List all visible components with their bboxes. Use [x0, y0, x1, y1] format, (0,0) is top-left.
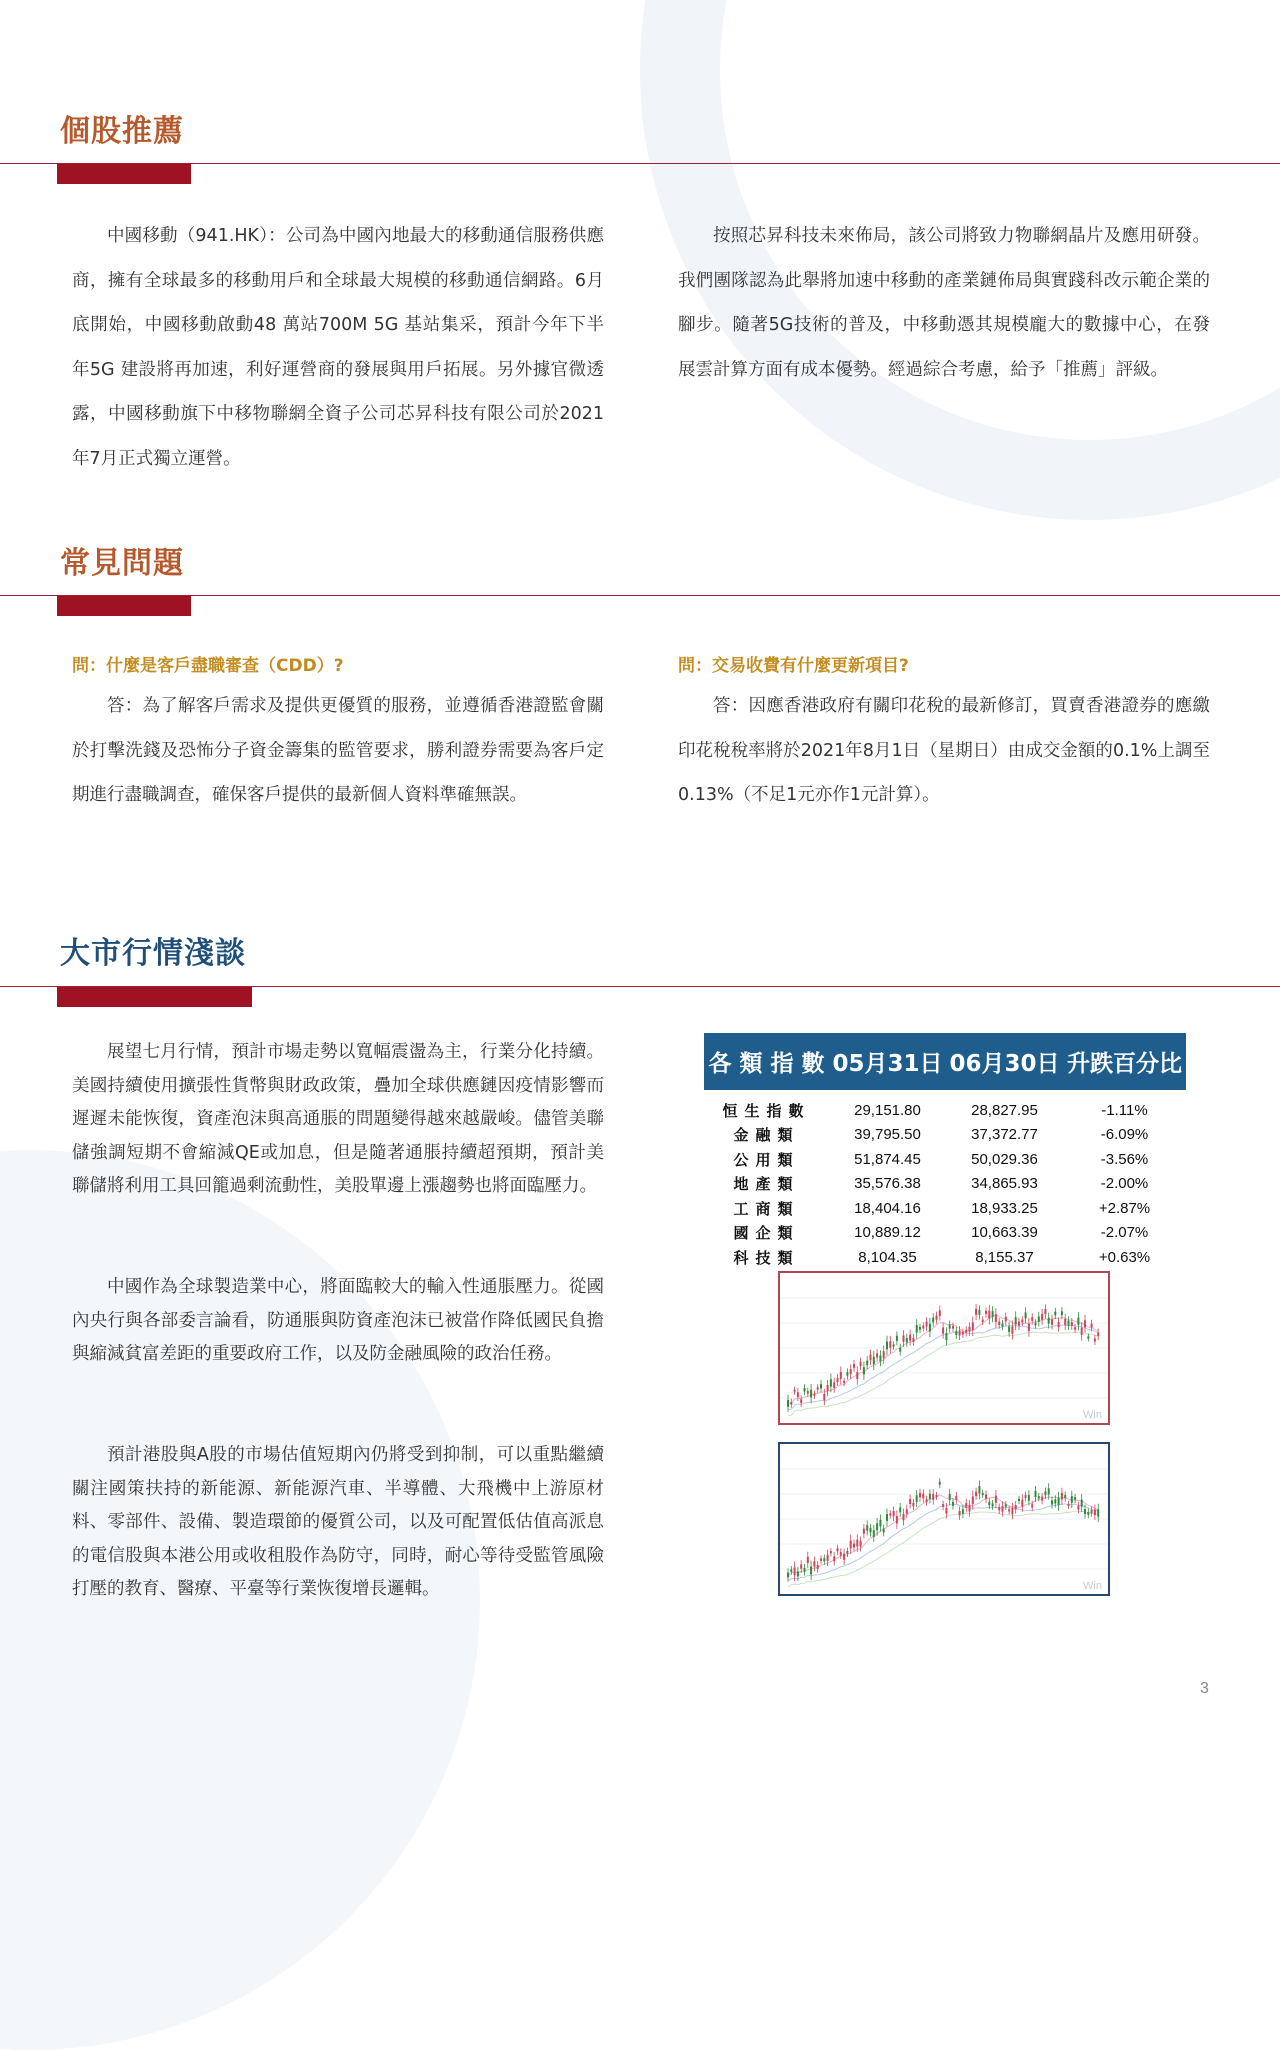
candle-body	[823, 1394, 825, 1400]
section-accent-bar	[57, 596, 191, 616]
row-change: -2.00%	[1100, 1175, 1149, 1193]
candle-body	[995, 1496, 997, 1503]
candle-body	[972, 1496, 974, 1503]
candle-body	[856, 1540, 858, 1547]
faq-question-fees: 問：交易收費有什麼更新項目?	[678, 656, 909, 676]
market-chart-2	[778, 1442, 1110, 1596]
section-accent-bar	[57, 164, 191, 184]
table-row	[704, 1147, 1186, 1172]
candle-body	[985, 1495, 987, 1499]
row-name: 科技類	[733, 1249, 800, 1267]
candle-body	[1008, 1509, 1010, 1511]
candle-body	[949, 1494, 951, 1500]
candle-body	[1002, 1323, 1004, 1326]
candle-body	[797, 1392, 799, 1397]
candlestick-chart-2	[780, 1444, 1108, 1594]
candle-body	[1038, 1496, 1040, 1498]
candle-body	[863, 1367, 865, 1374]
candle-body	[807, 1557, 809, 1563]
candle-body	[942, 1504, 944, 1507]
candle-body	[919, 1327, 921, 1330]
candle-body	[879, 1520, 881, 1527]
candle-body	[846, 1372, 848, 1376]
candle-body	[860, 1362, 862, 1366]
section-title-market: 大市行情淺談	[60, 936, 246, 971]
candle-body	[1074, 1497, 1076, 1500]
candle-body	[896, 1336, 898, 1341]
candle-body	[1077, 1318, 1079, 1325]
candle-body	[876, 1353, 878, 1357]
candle-body	[975, 1309, 977, 1315]
faq-question-cdd: 問：什麼是客戶盡職審查（CDD）?	[72, 656, 344, 676]
header-may-31: 05月31日	[829, 1033, 946, 1090]
candle-body	[893, 1511, 895, 1516]
candle-body	[899, 1507, 901, 1512]
candle-body	[919, 1493, 921, 1497]
stock-right-paragraph: 按照芯昇科技未來佈局，該公司將致力物聯網晶片及應用研發。我們團隊認為此舉將加速中移動的產業鏈佈局與實踐科改示範企業的腳步。隨著5G技術的普及，中移動憑其規模龐大的數據中心，在發展雲計算方面有成本優勢。經過綜合考慮，給予「推薦」評級。	[678, 226, 1210, 380]
candle-body	[813, 1393, 815, 1395]
candle-body	[1091, 1510, 1093, 1513]
table-row	[704, 1123, 1186, 1148]
row-may: 35,576.38	[854, 1175, 921, 1193]
candle-body	[1021, 1320, 1023, 1323]
candle-body	[1064, 1319, 1066, 1325]
header-change-pct: 升跌百分比	[1063, 1033, 1186, 1090]
market-paragraph-1: 展望七月行情，預計市場走勢以寬幅震盪為主，行業分化持續。美國持續使用擴張性貨幣與財政政策，疊加全球供應鏈因疫情影響而遲遲未能恢復，資產泡沫與高通脹的問題變得越來越嚴峻。儘管美聯儲強調短期不會縮減QE或加息，但是隨著通脹持續超預期，預計美聯儲將利用工具回籠過剩流動性，美股單邊上漲趨勢也將面臨壓力。	[72, 1042, 604, 1197]
candle-body	[863, 1529, 865, 1534]
candle-body	[962, 1332, 964, 1335]
candle-body	[1054, 1312, 1056, 1316]
candle-body	[873, 1530, 875, 1537]
candle-body	[906, 1338, 908, 1342]
section-divider	[0, 595, 1280, 596]
candle-body	[1058, 1498, 1060, 1505]
candle-body	[998, 1322, 1000, 1325]
candle-body	[1081, 1500, 1083, 1507]
candle-body	[916, 1325, 918, 1333]
market-chart-1	[778, 1271, 1110, 1425]
candle-body	[945, 1508, 947, 1514]
candle-body	[889, 1341, 891, 1348]
candle-body	[936, 1495, 938, 1497]
row-change: -6.09%	[1100, 1126, 1149, 1144]
candle-body	[1094, 1338, 1096, 1341]
candle-body	[903, 1335, 905, 1341]
candle-body	[1061, 1311, 1063, 1315]
candle-body	[932, 1318, 934, 1323]
candle-body	[952, 1326, 954, 1329]
candle-body	[843, 1554, 845, 1560]
candle-body	[909, 1335, 911, 1341]
candle-body	[866, 1525, 868, 1531]
candle-body	[837, 1378, 839, 1382]
table-row	[704, 1245, 1186, 1270]
candle-body	[985, 1311, 987, 1314]
candle-body	[1071, 1496, 1073, 1503]
candle-body	[853, 1364, 855, 1368]
candle-body	[817, 1387, 819, 1389]
candle-body	[830, 1551, 832, 1553]
candle-body	[932, 1494, 934, 1500]
candle-body	[1081, 1328, 1083, 1335]
candle-body	[807, 1391, 809, 1394]
row-jun: 37,372.77	[971, 1126, 1038, 1144]
candle-body	[998, 1507, 1000, 1510]
row-change: +0.63%	[1098, 1248, 1151, 1266]
row-jun: 34,865.93	[971, 1175, 1038, 1193]
candle-body	[912, 1338, 914, 1342]
candle-body	[870, 1528, 872, 1532]
candle-body	[1071, 1322, 1073, 1326]
index-table	[704, 1033, 1186, 1270]
candle-body	[1031, 1504, 1033, 1507]
candle-body	[840, 1552, 842, 1555]
candle-body	[833, 1382, 835, 1388]
candle-body	[827, 1555, 829, 1561]
candle-body	[988, 1502, 990, 1506]
candle-body	[1087, 1512, 1089, 1515]
candle-body	[817, 1565, 819, 1569]
candle-body	[1025, 1312, 1027, 1318]
candle-body	[889, 1513, 891, 1515]
candle-body	[978, 1310, 980, 1315]
candle-body	[1011, 1326, 1013, 1333]
candle-body	[1061, 1493, 1063, 1499]
candle-body	[1048, 1318, 1050, 1324]
candle-body	[1058, 1322, 1060, 1327]
candle-body	[810, 1566, 812, 1574]
candle-body	[896, 1516, 898, 1524]
header-index-name: 各 類 指 數	[704, 1033, 829, 1090]
candle-body	[1028, 1324, 1030, 1331]
row-name: 金融類	[733, 1127, 800, 1145]
row-may: 10,889.12	[854, 1224, 921, 1242]
index-table-header-row	[704, 1033, 1186, 1090]
candle-body	[926, 1322, 928, 1327]
candle-body	[1035, 1323, 1037, 1326]
candle-body	[995, 1314, 997, 1322]
candle-body	[992, 1311, 994, 1317]
candle-body	[1068, 1504, 1070, 1506]
table-row	[704, 1221, 1186, 1246]
candle-body	[955, 1496, 957, 1500]
row-jun: 18,933.25	[971, 1199, 1038, 1217]
candle-body	[886, 1342, 888, 1350]
market-paragraph-2: 中國作為全球製造業中心，將面臨較大的輸入性通脹壓力。從國內央行與各部委言論看，防通脹與防資產泡沫已被當作降低國民負擔與縮減貧富差距的重要政府工作，以及防金融風險的政治任務。	[72, 1277, 604, 1365]
candle-body	[1041, 1314, 1043, 1320]
market-paragraph-3: 預計港股與A股的市場估值短期內仍將受到抑制，可以重點繼續關注國策扶持的新能源、新能源汽車、半導體、大飛機中上游原材料、零部件、設備、製造環節的優質公司，以及可配置低估值高派息的電信股與本港公用或收租股作為防守，同時，耐心等待受監管風險打壓的教育、醫療、平臺等行業恢復增長邏輯。	[72, 1445, 604, 1600]
candle-body	[903, 1514, 905, 1520]
candle-body	[827, 1385, 829, 1391]
candle-body	[988, 1311, 990, 1319]
candle-body	[790, 1402, 792, 1405]
candle-body	[939, 1482, 941, 1485]
moving-average-line	[788, 1332, 1098, 1415]
row-change: +2.87%	[1098, 1199, 1151, 1217]
chart-watermark: Win	[1083, 1580, 1102, 1592]
row-name: 公用類	[733, 1151, 800, 1169]
row-name: 地產類	[733, 1176, 800, 1194]
table-row	[704, 1098, 1186, 1123]
candle-body	[1002, 1506, 1004, 1512]
candle-body	[945, 1333, 947, 1340]
candle-body	[959, 1330, 961, 1335]
candle-body	[1031, 1317, 1033, 1321]
candle-body	[1094, 1509, 1096, 1515]
candle-body	[1044, 1491, 1046, 1495]
candle-body	[1038, 1316, 1040, 1321]
row-jun: 28,827.95	[971, 1101, 1038, 1119]
candle-body	[955, 1331, 957, 1335]
candle-body	[942, 1328, 944, 1334]
candle-body	[1048, 1488, 1050, 1494]
candle-body	[840, 1372, 842, 1379]
moving-average-line	[788, 1511, 1098, 1587]
candle-body	[1011, 1508, 1013, 1514]
candle-body	[833, 1557, 835, 1562]
candle-body	[975, 1492, 977, 1496]
section-title-stock-pick: 個股推薦	[60, 114, 184, 149]
candle-body	[982, 1320, 984, 1322]
stock-left-paragraph: 中國移動（941.HK）：公司為中國內地最大的移動通信服務供應商，擁有全球最多的移動用戶和全球最大規模的移動通信網路。6月底開始，中國移動啟動48 萬站700M 5G 基站集采，預計今年下半年5G 建設將再加速，利好運營商的發展與用戶拓展。另外據官微透露，中國移動旗下中移物聯網全資子公司芯昇科技有限公司於2021年7月正式獨立運營。	[72, 226, 604, 469]
candle-body	[1054, 1499, 1056, 1503]
candle-body	[912, 1503, 914, 1507]
candle-body	[959, 1511, 961, 1516]
candle-body	[1051, 1500, 1053, 1504]
candle-body	[866, 1360, 868, 1365]
header-jun-30: 06月30日	[946, 1033, 1063, 1090]
candle-body	[886, 1514, 888, 1521]
candle-body	[1068, 1321, 1070, 1326]
row-may: 51,874.45	[854, 1150, 921, 1168]
candle-body	[850, 1369, 852, 1374]
candle-body	[1097, 1332, 1099, 1336]
candle-body	[1051, 1319, 1053, 1324]
candle-body	[794, 1390, 796, 1392]
candle-body	[1008, 1326, 1010, 1331]
candle-body	[787, 1400, 789, 1407]
candle-body	[870, 1355, 872, 1361]
candle-body	[1025, 1495, 1027, 1498]
faq-answer-fees: 答：因應香港政府有關印花稅的最新修訂，買賣香港證券的應繳印花稅稅率將於2021年8月1日（星期日）由成交金額的0.1%上調至0.13%（不足1元亦作1元計算）。	[678, 696, 1210, 806]
candle-body	[929, 1494, 931, 1499]
candle-body	[939, 1310, 941, 1316]
candle-body	[952, 1502, 954, 1506]
candle-body	[1035, 1491, 1037, 1497]
candle-body	[860, 1541, 862, 1546]
candle-body	[810, 1390, 812, 1398]
candle-body	[909, 1499, 911, 1504]
table-row	[704, 1196, 1186, 1221]
candle-body	[843, 1381, 845, 1383]
candle-body	[883, 1351, 885, 1358]
candle-body	[883, 1528, 885, 1532]
chart-watermark: Win	[1083, 1409, 1102, 1421]
candle-body	[1087, 1336, 1089, 1338]
candle-body	[879, 1355, 881, 1361]
candle-body	[893, 1344, 895, 1346]
candle-body	[813, 1561, 815, 1566]
candle-body	[926, 1499, 928, 1502]
candle-body	[1015, 1505, 1017, 1509]
candle-body	[899, 1348, 901, 1352]
row-may: 8,104.35	[858, 1248, 917, 1266]
candle-body	[965, 1503, 967, 1508]
candle-body	[853, 1544, 855, 1548]
candle-body	[820, 1384, 822, 1388]
candle-body	[873, 1357, 875, 1365]
candle-body	[850, 1540, 852, 1548]
candle-body	[804, 1568, 806, 1572]
section-accent-bar	[57, 987, 252, 1007]
row-name: 恒生指數	[722, 1102, 811, 1120]
row-change: -3.56%	[1100, 1150, 1149, 1168]
row-may: 39,795.50	[854, 1126, 921, 1144]
candle-body	[1018, 1322, 1020, 1326]
candle-body	[846, 1551, 848, 1554]
candle-body	[1044, 1309, 1046, 1314]
row-jun: 10,663.39	[971, 1224, 1038, 1242]
candle-body	[823, 1558, 825, 1561]
candle-body	[837, 1548, 839, 1551]
candle-body	[1084, 1320, 1086, 1327]
candle-body	[830, 1379, 832, 1386]
candle-body	[1064, 1495, 1066, 1498]
candle-body	[797, 1571, 799, 1576]
candle-body	[1005, 1317, 1007, 1322]
candle-body	[969, 1505, 971, 1511]
candle-body	[1015, 1317, 1017, 1324]
row-name: 國企類	[733, 1225, 800, 1243]
candle-body	[804, 1388, 806, 1391]
candle-body	[936, 1316, 938, 1320]
candle-body	[794, 1567, 796, 1575]
candle-body	[929, 1324, 931, 1332]
candle-body	[992, 1503, 994, 1506]
row-may: 18,404.16	[854, 1199, 921, 1217]
candle-body	[1097, 1509, 1099, 1516]
row-jun: 50,029.36	[971, 1150, 1038, 1168]
page-number: 3	[1200, 1680, 1209, 1697]
section-divider	[0, 163, 1280, 164]
row-change: -2.07%	[1100, 1224, 1149, 1242]
candle-body	[800, 1399, 802, 1403]
candle-body	[800, 1564, 802, 1568]
candle-body	[820, 1559, 822, 1561]
row-may: 29,151.80	[854, 1101, 921, 1119]
candle-body	[972, 1322, 974, 1330]
candle-body	[978, 1486, 980, 1493]
candle-body	[922, 1326, 924, 1329]
candle-body	[1077, 1506, 1079, 1510]
candle-body	[906, 1509, 908, 1514]
faq-answer-cdd: 答：為了解客戶需求及提供更優質的服務，並遵循香港證監會關於打擊洗錢及恐怖分子資金籌集的監管要求，勝利證券需要為客戶定期進行盡職調查，確保客戶提供的最新個人資料準確無誤。	[72, 696, 604, 806]
candlestick-chart-1	[780, 1273, 1108, 1423]
candle-body	[922, 1494, 924, 1499]
candle-body	[1018, 1499, 1020, 1501]
candle-body	[1084, 1509, 1086, 1514]
candle-body	[790, 1569, 792, 1571]
candle-body	[916, 1495, 918, 1502]
candle-body	[876, 1523, 878, 1530]
candle-body	[962, 1509, 964, 1514]
candle-body	[856, 1372, 858, 1379]
candle-body	[969, 1327, 971, 1332]
candle-body	[949, 1325, 951, 1329]
row-name: 工商類	[733, 1200, 800, 1218]
candle-body	[1091, 1324, 1093, 1328]
candle-body	[1041, 1497, 1043, 1501]
row-change: -1.11%	[1101, 1101, 1148, 1119]
candle-body	[1005, 1504, 1007, 1506]
candle-body	[1074, 1327, 1076, 1330]
candle-body	[982, 1493, 984, 1495]
candle-body	[1028, 1495, 1030, 1501]
candle-body	[965, 1330, 967, 1333]
candle-body	[1021, 1500, 1023, 1507]
candle-body	[787, 1573, 789, 1578]
row-jun: 8,155.37	[975, 1248, 1034, 1266]
table-row	[704, 1172, 1186, 1197]
section-title-faq: 常見問題	[60, 546, 184, 581]
